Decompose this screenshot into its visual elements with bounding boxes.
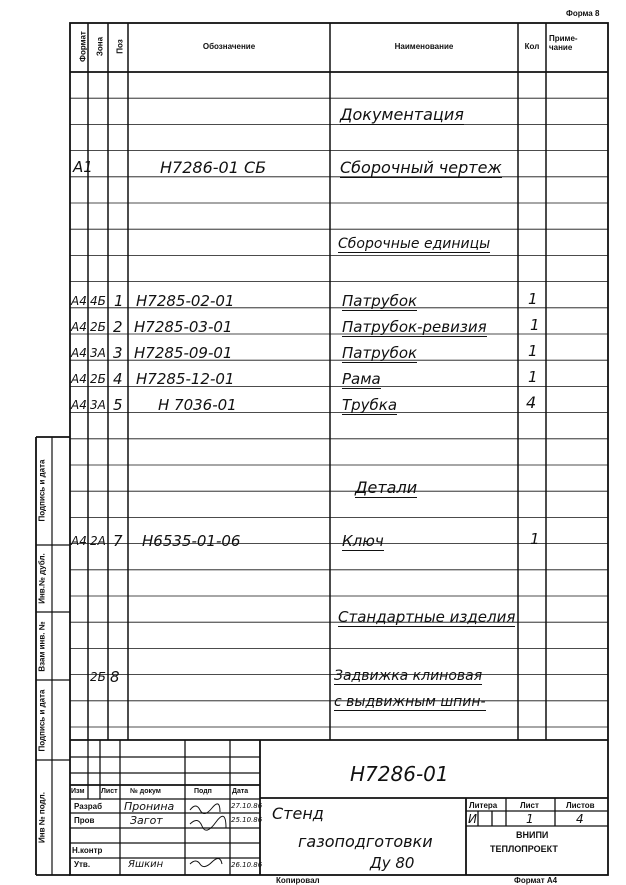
row-pos: 7 — [113, 532, 123, 550]
section-standard: Стандартные изделия — [338, 608, 516, 626]
row-format: A4 — [71, 534, 87, 548]
col-pos-header: Поз — [115, 39, 125, 54]
checker-name: Загот — [130, 814, 163, 827]
role-developer: Разраб — [74, 802, 103, 811]
sheets-label: Листов — [566, 801, 595, 810]
side-dup-inv: Инв.№ дубл. — [37, 553, 47, 604]
hdr-sheet: Лист — [101, 788, 118, 795]
role-approver: Утв. — [74, 860, 91, 869]
row-designation: Н 7036-01 — [158, 396, 237, 414]
developer-name: Пронина — [124, 800, 175, 813]
row-pos: 3 — [113, 344, 123, 362]
row-zone: 3А — [90, 346, 106, 360]
footer-copied: Копировал — [276, 876, 320, 885]
form-label: Форма 8 — [566, 9, 600, 18]
row-zone: 4Б — [90, 294, 106, 308]
row-name: Патрубок-ревизия — [342, 318, 487, 336]
org-line-2: ТЕПЛОПРОЕКТ — [490, 844, 558, 854]
row-designation: Н6535-01-06 — [142, 532, 241, 550]
row-name: Патрубок — [342, 292, 418, 310]
side-sign-date-2: Подпись и дата — [37, 689, 47, 752]
row-qty: 1 — [530, 530, 540, 548]
row-pos: 2 — [113, 318, 123, 336]
title-line-1: Стенд — [272, 804, 324, 823]
row-pos: 5 — [113, 396, 123, 414]
row-name: Патрубок — [342, 344, 418, 362]
row-qty: 1 — [528, 368, 538, 386]
row-pos: 4 — [113, 370, 123, 388]
hdr-sign: Подп — [194, 788, 212, 795]
section-details: Детали — [355, 478, 418, 497]
row-format: A1 — [73, 158, 93, 176]
col-designation-header: Обозначение — [202, 42, 256, 51]
col-name-header: Наименование — [394, 42, 454, 51]
row-qty: 1 — [528, 290, 538, 308]
row-name: Задвижка клиновая — [334, 668, 483, 684]
col-note-header: Приме- чание — [549, 34, 578, 52]
side-sign-date-1: Подпись и дата — [37, 459, 47, 522]
footer-format: Формат А4 — [514, 876, 558, 885]
row-qty: 1 — [528, 342, 538, 360]
sheets-value: 4 — [576, 812, 584, 826]
row-qty: 1 — [530, 316, 540, 334]
checker-date: 25.10.86 — [231, 816, 263, 824]
approver-name: Яшкин — [128, 859, 164, 870]
hdr-doc-num: № докум — [130, 788, 161, 795]
org-line-1: ВНИПИ — [516, 830, 549, 840]
hdr-date: Дата — [232, 788, 249, 795]
side-orig-inv: Инв № подл. — [37, 792, 47, 843]
litera-label: Литера — [469, 801, 498, 810]
developer-date: 27.10.86 — [231, 802, 263, 810]
signature-marks — [186, 800, 230, 872]
row-zone: 2Б — [90, 372, 106, 386]
row-format: A4 — [71, 398, 87, 412]
sheet-label: Лист — [520, 801, 539, 810]
row-designation: Н7285-09-01 — [134, 344, 233, 362]
row-zone: 2Б — [90, 320, 106, 334]
row-zone: 3А — [90, 398, 106, 412]
row-name: Ключ — [342, 532, 384, 550]
litera-value: И — [468, 812, 477, 826]
row-designation: Н7285-12-01 — [136, 370, 235, 388]
row-designation: Н7286-01 СБ — [160, 158, 267, 177]
row-name: Сборочный чертеж — [340, 158, 502, 177]
sheet-value: 1 — [526, 812, 534, 826]
row-pos: 8 — [110, 668, 120, 686]
row-name: Трубка — [342, 396, 398, 414]
row-format: A4 — [71, 346, 87, 360]
row-name: с выдвижным шпин- — [334, 694, 486, 710]
row-zone: 2Б — [90, 670, 106, 684]
hdr-change: Изм — [71, 788, 85, 795]
row-format: A4 — [71, 294, 87, 308]
section-assemblies: Сборочные единицы — [338, 236, 491, 252]
col-format-header: Формат — [78, 31, 88, 62]
row-format: A4 — [71, 320, 87, 334]
col-zone-header: Зона — [95, 36, 105, 57]
role-checker: Пров — [74, 816, 95, 825]
section-documentation: Документация — [340, 105, 464, 124]
row-qty: 4 — [526, 393, 537, 412]
title-line-3: Ду 80 — [370, 854, 415, 872]
row-pos: 1 — [114, 292, 124, 310]
title-line-2: газоподготовки — [298, 832, 433, 851]
row-designation: Н7285-02-01 — [136, 292, 235, 310]
approver-date: 26.10.86 — [231, 861, 263, 869]
side-replace-inv: Взам инв. № — [37, 621, 47, 672]
doc-number: Н7286-01 — [350, 762, 449, 786]
col-qty-header: Кол — [524, 42, 540, 51]
row-designation: Н7285-03-01 — [134, 318, 233, 336]
role-norm-control: Н.контр — [72, 846, 103, 855]
row-format: A4 — [71, 372, 87, 386]
row-name: Рама — [342, 370, 381, 388]
row-zone: 2А — [90, 534, 106, 548]
